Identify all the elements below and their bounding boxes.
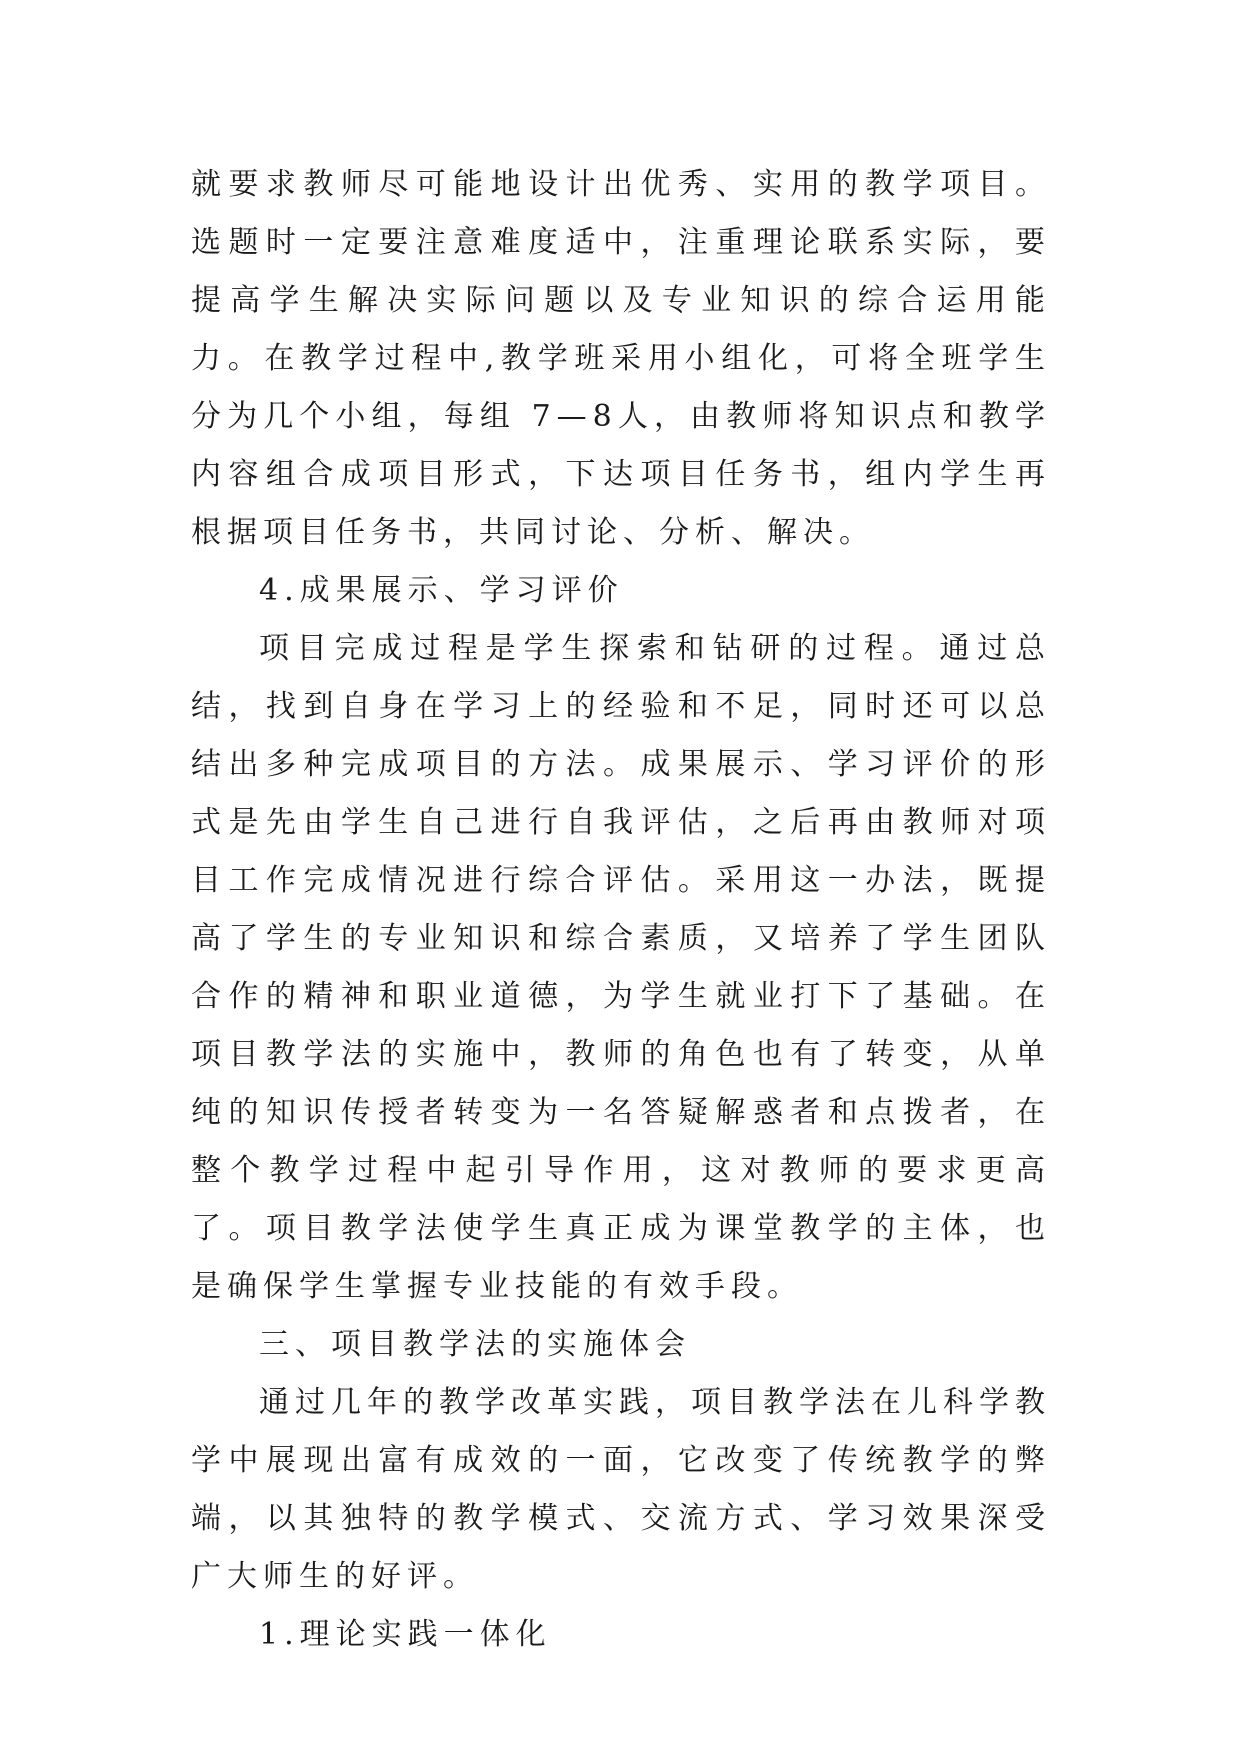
- section-heading: 三、项目教学法的实施体会: [259, 1327, 691, 1362]
- section-heading: 4.成果展示、学习评价: [259, 573, 624, 608]
- body-paragraph: 通过几年的教学改革实践，项目教学法在儿科学教学中展现出富有成效的一面，它改变了传统教学的弊端，以其独特的教学模式、交流方式、学习效果深受广大师生的好评。: [191, 1385, 1051, 1594]
- body-paragraph: 项目完成过程是学生探索和钻研的过程。通过总结，找到自身在学习上的经验和不足，同时还可以总结出多种完成项目的方法。成果展示、学习评价的形式是先由学生自己进行自我评估，之后再由教师对项目工作完成情况进行综合评估。采用这一办法，既提高了学生的专业知识和综合素质，又培养了学生团队合作的精神和职业道德，为学生就业打下了基础。在项目教学法的实施中，教师的角色也有了转变，从单纯的知识传授者转变为一名答疑解惑者和点拨者，在整个教学过程中起引导作用，这对教师的要求更高了。项目教学法使学生真正成为课堂教学的主体，也是确保学生掌握专业技能的有效手段。: [191, 631, 1051, 1304]
- document-body: [191, 156, 1051, 1664]
- section-heading: 1.理论实践一体化: [259, 1617, 552, 1652]
- body-paragraph: 就要求教师尽可能地设计出优秀、实用的教学项目。选题时一定要注意难度适中，注重理论联系实际，要提高学生解决实际问题以及专业知识的综合运用能力。在教学过程中,教学班采用小组化，可将全班学生分为几个小组，每组 7—8人，由教师将知识点和教学内容组合成项目形式，下达项目任务书，组内学生再根据项目任务书，共同讨论、分析、解决。: [191, 167, 1051, 550]
